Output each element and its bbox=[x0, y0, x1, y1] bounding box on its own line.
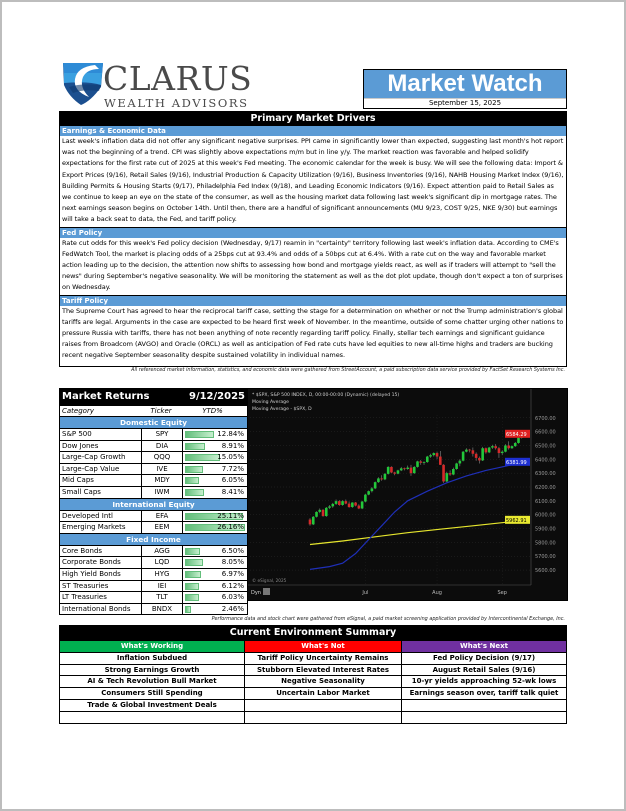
section-heading-fed: Fed Policy bbox=[60, 227, 566, 238]
returns-row bbox=[60, 474, 247, 486]
row-category: Dow Jones bbox=[60, 441, 142, 452]
y-tick-label: 6300.00 bbox=[535, 471, 556, 478]
candle-down bbox=[309, 520, 312, 525]
candle-up bbox=[406, 468, 409, 469]
candle-up bbox=[374, 482, 377, 488]
candle-up bbox=[426, 457, 429, 463]
candle-down bbox=[436, 453, 439, 456]
row-ytd bbox=[183, 475, 247, 486]
candle-down bbox=[468, 450, 471, 451]
candle-up bbox=[341, 501, 344, 505]
candle-down bbox=[442, 465, 445, 482]
ytd-value: 8.05% bbox=[221, 558, 244, 567]
row-ticker: SPY bbox=[142, 429, 183, 440]
row-ticker: IWM bbox=[142, 487, 183, 498]
row-category: High Yield Bonds bbox=[60, 569, 142, 580]
environment-summary-table bbox=[59, 625, 567, 724]
candle-down bbox=[494, 446, 497, 448]
chart-dyn-label: Dyn bbox=[251, 590, 261, 596]
chart-legend-ma: Moving Average bbox=[252, 400, 289, 405]
summary-item-whats-working: Inflation Subdued bbox=[60, 652, 245, 664]
candle-up bbox=[452, 469, 455, 475]
candle-down bbox=[475, 454, 478, 458]
summary-item-whats-next bbox=[402, 699, 566, 711]
summary-header-whats-working: What's Working bbox=[60, 640, 245, 652]
candle-up bbox=[511, 446, 514, 448]
y-tick-label: 5900.00 bbox=[535, 526, 556, 533]
candle-up bbox=[400, 468, 403, 470]
row-ytd bbox=[183, 429, 247, 440]
candle-up bbox=[364, 495, 367, 502]
candle-down bbox=[439, 457, 442, 465]
y-tick-label: 6500.00 bbox=[535, 443, 556, 450]
row-ytd bbox=[183, 452, 247, 463]
row-ytd bbox=[183, 569, 247, 580]
candle-up bbox=[504, 445, 507, 451]
primary-market-drivers bbox=[59, 111, 567, 367]
row-ticker: HYG bbox=[142, 569, 183, 580]
row-category: ST Treasuries bbox=[60, 581, 142, 592]
candle-down bbox=[338, 501, 341, 505]
row-category: Large-Cap Growth bbox=[60, 452, 142, 463]
summary-item-whats-working: Consumers Still Spending bbox=[60, 687, 245, 699]
ytd-value: 8.91% bbox=[221, 441, 244, 450]
summary-header-whats-not: What's Not bbox=[245, 640, 402, 652]
y-tick-label: 6200.00 bbox=[535, 485, 556, 491]
returns-row bbox=[60, 591, 247, 603]
row-ytd bbox=[183, 464, 247, 475]
summary-item-whats-not bbox=[245, 699, 402, 711]
row-ticker: EEM bbox=[142, 522, 183, 533]
ytd-data-bar bbox=[185, 606, 191, 613]
brand-subtitle: WEALTH ADVISORS bbox=[104, 96, 249, 110]
candle-up bbox=[361, 502, 364, 509]
candle-up bbox=[397, 470, 400, 473]
drivers-title: Primary Market Drivers bbox=[60, 112, 566, 125]
row-ticker: AGG bbox=[142, 546, 183, 557]
row-ticker: BNDX bbox=[142, 604, 183, 615]
candle-up bbox=[488, 448, 491, 453]
candle-down bbox=[390, 467, 393, 473]
row-category: Mid Caps bbox=[60, 475, 142, 486]
summary-item-whats-working bbox=[60, 711, 245, 723]
ytd-data-bar bbox=[185, 571, 201, 578]
streetaccount-credit: All referenced market information, statistics, and economic data were gathered from StreetAccount, a paid subscription data service provided by FactSet Research Systems Inc. bbox=[131, 366, 565, 373]
candle-up bbox=[328, 506, 331, 507]
returns-row bbox=[60, 428, 247, 440]
row-category: LT Treasuries bbox=[60, 592, 142, 603]
y-tick-label: 5700.00 bbox=[535, 554, 556, 561]
ytd-value: 2.46% bbox=[221, 604, 244, 613]
row-category: Corporate Bonds bbox=[60, 557, 142, 568]
shield-logo-icon bbox=[61, 61, 105, 107]
row-ticker: QQQ bbox=[142, 452, 183, 463]
y-tick-label: 5600.00 bbox=[535, 568, 556, 575]
candle-down bbox=[419, 461, 422, 462]
row-ytd bbox=[183, 604, 247, 615]
section-text-fed: Rate cut odds for this week's Fed policy decision (Wednesday, 9/17) reamin in "certainty" territory following last week's inflation data. According to CME's FedWatch Tool, the market is placing odds of a 25bps cut at 93.4% and odds of a 50bps cut at 6.4%. With a rate cut on the way and favorable market action leading up to the decision, the attention now shifts to assessing how bond and mortgage yields react, as well as if traders will attempt to "sell the news" during September's negative seasonality. We will be monitoring the statement as well as the dot plot update, though don't expect a ton of surprises on Wednesday. bbox=[62, 238, 563, 292]
returns-row bbox=[60, 486, 247, 498]
candle-up bbox=[481, 448, 484, 460]
section-heading-earnings: Earnings & Economic Data bbox=[60, 125, 566, 136]
row-ytd bbox=[183, 592, 247, 603]
column-header-category: Category bbox=[62, 407, 94, 415]
candle-up bbox=[387, 467, 390, 474]
ytd-data-bar bbox=[185, 477, 199, 484]
chart-copyright: © eSignal, 2025 bbox=[252, 578, 287, 583]
ytd-data-bar bbox=[185, 548, 200, 555]
market-returns-table bbox=[59, 388, 248, 615]
candle-down bbox=[449, 473, 452, 474]
candle-up bbox=[459, 461, 462, 464]
candle-up bbox=[367, 491, 370, 494]
candle-up bbox=[377, 478, 380, 482]
row-ytd bbox=[183, 557, 247, 568]
summary-title: Current Environment Summary bbox=[60, 626, 566, 640]
returns-row bbox=[60, 463, 247, 475]
candle-up bbox=[384, 474, 387, 480]
moving-average-long-line bbox=[310, 517, 527, 545]
x-tick-label: Aug bbox=[432, 590, 442, 596]
candle-down bbox=[472, 450, 475, 453]
candle-down bbox=[498, 448, 501, 453]
candle-up bbox=[501, 452, 504, 453]
row-category: Core Bonds bbox=[60, 546, 142, 557]
ytd-value: 6.12% bbox=[221, 581, 244, 590]
y-tick-label: 6400.00 bbox=[535, 457, 556, 464]
row-ticker: MDY bbox=[142, 475, 183, 486]
summary-item-whats-working: Strong Earnings Growth bbox=[60, 664, 245, 676]
candle-down bbox=[393, 472, 396, 473]
candle-up bbox=[325, 508, 328, 516]
summary-item-whats-working: Trade & Global Investment Deals bbox=[60, 699, 245, 711]
moving-average-short-line bbox=[310, 459, 527, 570]
ytd-value: 6.97% bbox=[221, 569, 244, 578]
row-ytd bbox=[183, 511, 247, 522]
y-tick-label: 5800.00 bbox=[535, 540, 556, 547]
row-category: International Bonds bbox=[60, 604, 142, 615]
candle-up bbox=[335, 501, 338, 504]
section-text-earnings: Last week's inflation data did not offer any significant negative surprises. PPI came in significantly lower than expected, suggesting last month's hot report was not the beginning of a trend. CPI was slightly above expectations m/m but in line y/y. The market reaction was favorable and helped solidify expectations for the first rate cut of 2025 at this week's Fed meeting. The economic calendar for the week is busy. We will see the following data: Import & Export Prices (9/16), Retail Sales (9/16), Industrial Production & Capacity Utilization (9/16), Business Inventories (9/16), NAHB Housing Market Index (9/16), Building Permits & Housing Starts (9/17), Philadelphia Fed Index (9/18), and Leading Economic Indicators (9/16). Expect attention paid to Retail Sales as we continue to keep an eye on the state of the consumer, as well as the housing market data following last week's significant dip in mortgage rates. The next earnings season begins on October 14th. Until then, there are a handful of significant announcements (MU 9/23, COST 9/25, NKE 9/30) but earnings will take a back seat to data, the Fed, and tariff policy. bbox=[62, 137, 564, 224]
returns-row bbox=[60, 556, 247, 568]
x-tick-label: Sep bbox=[497, 590, 507, 596]
row-category: S&P 500 bbox=[60, 429, 142, 440]
ytd-data-bar bbox=[185, 594, 199, 601]
candle-up bbox=[312, 517, 315, 525]
candle-up bbox=[429, 455, 432, 456]
candle-up bbox=[432, 453, 435, 455]
row-ytd bbox=[183, 546, 247, 557]
row-ticker: IVE bbox=[142, 464, 183, 475]
summary-item-whats-not: Tariff Policy Uncertainty Remains bbox=[245, 652, 402, 664]
ytd-value: 12.84% bbox=[217, 430, 244, 438]
candle-up bbox=[416, 461, 419, 467]
chart-dyn-button bbox=[263, 588, 270, 595]
summary-item-whats-next: Fed Policy Decision (9/17) bbox=[402, 652, 566, 664]
clarus-logo bbox=[61, 59, 253, 110]
summary-grid bbox=[60, 640, 566, 723]
summary-item-whats-next: 10-yr yields approaching 52-wk lows bbox=[402, 675, 566, 687]
row-category: Developed Intl bbox=[60, 511, 142, 522]
returns-row bbox=[60, 440, 247, 452]
ytd-value: 6.03% bbox=[221, 593, 244, 602]
ytd-value: 26.16% bbox=[217, 523, 244, 532]
candle-down bbox=[478, 458, 481, 460]
drivers-block bbox=[59, 111, 567, 374]
y-tick-label: 6700.00 bbox=[535, 415, 556, 422]
ytd-data-bar bbox=[185, 466, 203, 473]
summary-item-whats-next: August Retail Sales (9/16) bbox=[402, 664, 566, 676]
ytd-value: 6.50% bbox=[221, 546, 244, 555]
returns-header bbox=[60, 389, 247, 405]
candle-up bbox=[423, 462, 426, 463]
row-ticker: EFA bbox=[142, 511, 183, 522]
summary-item-whats-next bbox=[402, 711, 566, 723]
y-tick-label: 6000.00 bbox=[535, 512, 556, 519]
summary-item-whats-not bbox=[245, 711, 402, 723]
ytd-value: 7.72% bbox=[221, 464, 244, 473]
candle-down bbox=[410, 468, 413, 474]
returns-row bbox=[60, 521, 247, 533]
returns-row bbox=[60, 451, 247, 463]
ytd-data-bar bbox=[185, 489, 204, 496]
report-date: September 15, 2025 bbox=[364, 98, 566, 108]
candle-down bbox=[485, 448, 488, 452]
returns-row bbox=[60, 545, 247, 557]
chart-legend-series: * $SPX, S&P 500 INDEX, D, 00:00-00:00 (Dynamic) (delayed 15) bbox=[252, 393, 400, 398]
ytd-data-bar bbox=[185, 559, 203, 566]
returns-row bbox=[60, 603, 247, 615]
candle-up bbox=[462, 452, 465, 461]
section-text-tariff: The Supreme Court has agreed to hear the reciprocal tariff case, setting the stage for a determination on whether or not the Trump administration's global tariffs are legal. Arguments in the case are expected to be heard first week of November. In the meantime, outside of some chatter urging other nations to pressure Russia with tariffs, there has not been anything of note recently regarding tariff policy. Finally, stellar tech earnings and significant guidance raises from Broadcom (AVGO) and Oracle (ORCL) as well as anticipation of Fed rate cuts have led equities to new all-time highs and traders are bucking recent negative September seasonality despite sustained volatility in individual names. bbox=[62, 306, 564, 360]
candle-down bbox=[358, 506, 361, 509]
ytd-value: 15.05% bbox=[217, 453, 244, 462]
row-ticker: IEI bbox=[142, 581, 183, 592]
brand-name: CLARUS bbox=[103, 59, 253, 98]
column-header-ytd: YTD% bbox=[202, 407, 223, 415]
candle-down bbox=[348, 504, 351, 507]
report-title: Market Watch bbox=[364, 70, 566, 98]
row-ticker: TLT bbox=[142, 592, 183, 603]
candle-up bbox=[413, 467, 416, 473]
returns-column-headers bbox=[60, 405, 247, 416]
last-price-tag: 6584.29 bbox=[506, 431, 527, 438]
candle-down bbox=[403, 468, 406, 469]
candle-up bbox=[315, 512, 318, 517]
row-ytd bbox=[183, 441, 247, 452]
candle-down bbox=[380, 478, 383, 479]
summary-item-whats-not: Stubborn Elevated Interest Rates bbox=[245, 664, 402, 676]
y-tick-label: 6100.00 bbox=[535, 498, 556, 505]
ytd-value: 25.11% bbox=[217, 511, 244, 520]
candle-up bbox=[517, 438, 520, 443]
ytd-data-bar bbox=[185, 454, 220, 461]
row-category: Emerging Markets bbox=[60, 522, 142, 533]
market-watch-title-box bbox=[363, 69, 567, 109]
ytd-value: 6.05% bbox=[221, 476, 244, 485]
returns-as-of-date: 9/12/2025 bbox=[188, 391, 245, 402]
row-ytd bbox=[183, 581, 247, 592]
row-ticker: LQD bbox=[142, 557, 183, 568]
returns-section-header: Domestic Equity bbox=[60, 416, 247, 428]
row-ytd bbox=[183, 487, 247, 498]
candle-down bbox=[354, 503, 357, 506]
esignal-credit: Performance data and stock chart were gathered from eSignal, a paid market screening application provided by Intercontinental Exchange, Inc. bbox=[211, 616, 565, 622]
chart-legend-ma-spx: Moving Average - $SPX, D bbox=[252, 407, 312, 412]
spx-price-chart bbox=[247, 388, 568, 601]
section-heading-tariff: Tariff Policy bbox=[60, 295, 566, 306]
candle-up bbox=[351, 503, 354, 508]
row-ticker: DIA bbox=[142, 441, 183, 452]
summary-item-whats-working: AI & Tech Revolution Bull Market bbox=[60, 675, 245, 687]
ma-short-price-tag: 6381.99 bbox=[506, 459, 527, 466]
y-tick-label: 6600.00 bbox=[535, 429, 556, 436]
ytd-value: 8.41% bbox=[221, 487, 244, 496]
candle-up bbox=[446, 473, 449, 481]
candle-up bbox=[318, 510, 321, 512]
row-category: Small Caps bbox=[60, 487, 142, 498]
returns-row bbox=[60, 580, 247, 592]
ytd-data-bar bbox=[185, 443, 205, 450]
ma-long-price-tag: 5962.91 bbox=[506, 517, 527, 524]
summary-item-whats-next: Earnings season over, tariff talk quiet bbox=[402, 687, 566, 699]
returns-row bbox=[60, 510, 247, 522]
candle-down bbox=[507, 445, 510, 448]
returns-body bbox=[60, 416, 247, 614]
candle-up bbox=[332, 504, 335, 506]
candle-up bbox=[455, 463, 458, 469]
spx-chart-svg bbox=[248, 389, 567, 600]
ytd-data-bar bbox=[185, 583, 199, 590]
summary-header-whats-next: What's Next bbox=[402, 640, 566, 652]
returns-section-header: International Equity bbox=[60, 498, 247, 510]
candle-up bbox=[491, 446, 494, 447]
row-ytd bbox=[183, 522, 247, 533]
candle-up bbox=[465, 450, 468, 452]
summary-item-whats-not: Negative Seasonality bbox=[245, 675, 402, 687]
x-tick-label: Jul bbox=[362, 590, 369, 596]
returns-row bbox=[60, 568, 247, 580]
candle-down bbox=[322, 510, 325, 516]
ytd-data-bar bbox=[185, 431, 214, 438]
candle-up bbox=[371, 488, 374, 491]
column-header-ticker: Ticker bbox=[150, 407, 172, 415]
returns-title: Market Returns bbox=[62, 391, 150, 402]
candle-up bbox=[514, 443, 517, 446]
returns-section-header: Fixed Income bbox=[60, 533, 247, 545]
summary-item-whats-not: Uncertain Labor Market bbox=[245, 687, 402, 699]
candle-down bbox=[345, 501, 348, 503]
row-category: Large-Cap Value bbox=[60, 464, 142, 475]
